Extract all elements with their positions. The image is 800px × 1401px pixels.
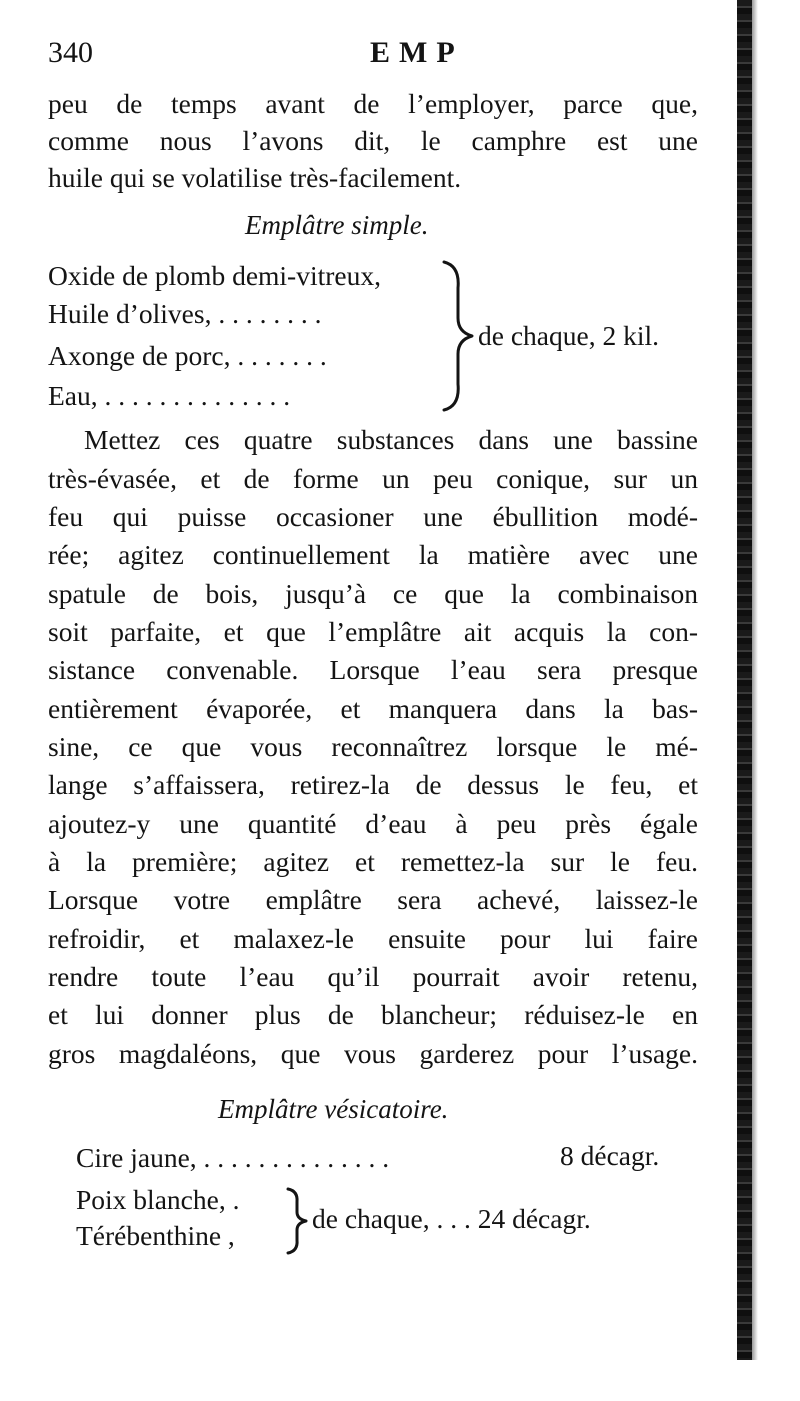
- brace-icon: [282, 1186, 312, 1256]
- intro-line: comme nous l’avons dit, le camphre est une: [48, 125, 698, 156]
- intro-line: peu de temps avant de l’employer, parce que,: [48, 88, 698, 119]
- body-line: feu qui puisse occasioner une ébullition modé-: [48, 501, 698, 532]
- recipe-quantity: de chaque, . . . 24 décagr.: [312, 1203, 591, 1234]
- body-line: Mettez ces quatre substances dans une bassine: [84, 424, 698, 455]
- book-spine-edge: [737, 0, 752, 1360]
- ingredient-line: Axonge de porc, . . . . . . .: [48, 340, 327, 371]
- recipe-title-vesicatoire: Emplâtre vésicatoire.: [218, 1094, 449, 1124]
- ingredient-line: Huile d’olives, . . . . . . . .: [48, 298, 322, 329]
- body-line: spatule de bois, jusqu’à ce que la combinaison: [48, 578, 698, 609]
- ingredient-line: Eau, . . . . . . . . . . . . . .: [48, 380, 291, 411]
- body-line: gros magdaléons, que vous garderez pour l’usage.: [48, 1038, 698, 1069]
- spine-shadow: [752, 0, 758, 1360]
- ingredient-line: Oxide de plomb demi-vitreux,: [48, 260, 381, 291]
- body-line: sine, ce que vous reconnaîtrez lorsque le mé-: [48, 731, 698, 762]
- body-line: lange s’affaissera, retirez-la de dessus le feu, et: [48, 769, 698, 800]
- body-line: entièrement évaporée, et manquera dans la bas-: [48, 693, 698, 724]
- ingredient-line: Cire jaune, . . . . . . . . . . . . . .: [76, 1142, 390, 1173]
- body-line: et lui donner plus de blancheur; réduisez-le en: [48, 999, 698, 1030]
- recipe-title-simple: Emplâtre simple.: [245, 210, 429, 240]
- page-number: 340: [48, 36, 93, 69]
- ingredient-line: Térébenthine ,: [76, 1220, 235, 1251]
- body-line: ajoutez-y une quantité d’eau à peu près égale: [48, 808, 698, 839]
- body-line: très-évasée, et de forme un peu conique, sur un: [48, 463, 698, 494]
- recipe-quantity: de chaque, 2 kil.: [478, 320, 659, 351]
- body-line: sistance convenable. Lorsque l’eau sera presque: [48, 654, 698, 685]
- page-header: [48, 36, 698, 76]
- body-line: soit parfaite, et que l’emplâtre ait acquis la con-: [48, 616, 698, 647]
- brace-icon: [438, 258, 478, 414]
- body-line: rendre toute l’eau qu’il pourrait avoir retenu,: [48, 961, 698, 992]
- intro-line: huile qui se volatilise très-facilement.: [48, 162, 462, 193]
- ingredient-amount: 8 décagr.: [560, 1140, 660, 1171]
- body-line: à la première; agitez et remettez-la sur le feu.: [48, 846, 698, 877]
- body-line: Lorsque votre emplâtre sera achevé, laissez-le: [48, 884, 698, 915]
- running-head: EMP: [370, 36, 464, 69]
- body-line: rée; agitez continuellement la matière avec une: [48, 539, 698, 570]
- body-line: refroidir, et malaxez-le ensuite pour lui faire: [48, 923, 698, 954]
- ingredient-line: Poix blanche, .: [76, 1184, 240, 1215]
